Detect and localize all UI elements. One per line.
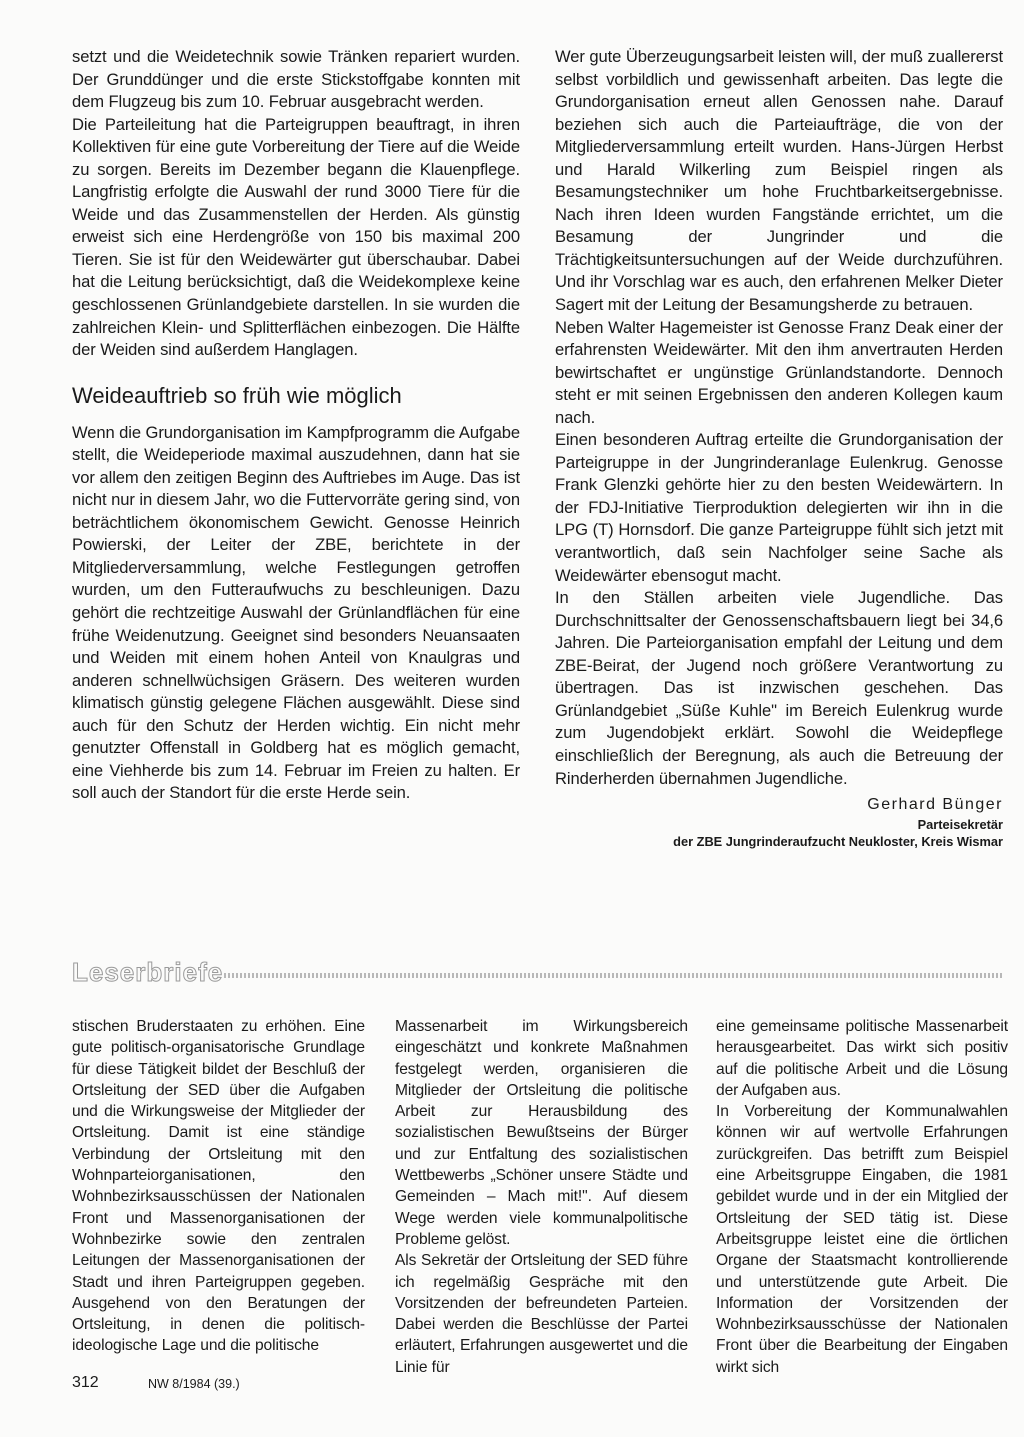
author-affiliation: der ZBE Jungrinderaufzucht Neukloster, Kreis Wismar xyxy=(673,834,1003,850)
author-name: Gerhard Bünger xyxy=(867,796,1003,814)
article-column-left xyxy=(72,46,520,805)
paragraph: Neben Walter Hagemeister ist Genosse Franz Deak einer der erfahrensten Weidewärter. Mit den ihm anvertrauten Herden bewirtschaftet er ungünstige Grünlandstandorte. Dennoch steht er mit seinen Ergebnissen den anderen Kollegen kaum nach. xyxy=(555,317,1003,427)
paragraph: Massenarbeit im Wirkungsbereich eingeschätzt und konkrete Maßnahmen festgelegt werden, organisieren die Mitglieder der Ortsleitung die politische Arbeit zur Herausbildung des sozialistischen Bewußtseins der Bürger und zur Entfaltung des sozialistischen Wettbewerbs „Schöner unsere Städte und Gemeinden – Mach mit!". Auf diesem Wege werden viele kommunalpolitische Probleme gelöst. xyxy=(395,1018,688,1248)
paragraph: In Vorbereitung der Kommunalwahlen können wir auf wertvolle Erfahrungen zurückgreifen. Das betrifft zum Beispiel eine Arbeitsgruppe Eingaben, die 1981 gebildet wurde und in der ein Mitglied der Ortsleitung der SED tätig ist. Diese Arbeitsgruppe leistet eine die örtlichen Organe der Staatsmacht kontrollierende und unterstützende gute Arbeit. Die Information der Vorsitzenden der Wohnbezirksausschüsse der Nationalen Front über die Bearbeitung der Eingaben wirkt sich xyxy=(716,1103,1008,1376)
letters-column-3 xyxy=(716,1016,1008,1378)
letters-column-1 xyxy=(72,1016,365,1357)
section-label: Leserbriefe xyxy=(72,957,224,987)
section-band xyxy=(72,956,1007,988)
paragraph: In den Ställen arbeiten viele Jugendliche. Das Durchschnittsalter der Genossenschaftsbauern liegt bei 34,6 Jahren. Die Parteiorganisation empfahl der Leitung und dem ZBE-Beirat, der Jugend noch größere Verantwortung zu übertragen. Das ist inzwischen geschehen. Das Grünlandgebiet „Süße Kuhle" im Bereich Eulenkrug wurde zum Jugendobjekt erklärt. Sowohl die Weidepflege einschließlich der Beregnung, als auch die Betreuung der Rinderherden übernahmen Jugendliche. xyxy=(555,588,1003,788)
article-column-right xyxy=(555,46,1003,850)
page-number: 312 xyxy=(72,1374,99,1391)
paragraph: eine gemeinsame politische Massenarbeit herausgearbeitet. Das wirkt sich positiv auf die politische Arbeit und die Lösung der Aufgaben aus. xyxy=(716,1018,1008,1099)
paragraph: Wenn die Grundorganisation im Kampfprogramm die Aufgabe stellt, die Weideperiode maximal auszudehnen, dann hat sie vor allem den zeitigen Beginn des Auftriebes im Auge. Das ist nicht nur in diesem Jahr, wo die Futtervorräte gering sind, von beträchtlichem ökonomischem Gewicht. Genosse Heinrich Powierski, der Leiter der ZBE, berichtete in der Mitgliederversammlung, welche Festlegungen getroffen wurden, um den Futteraufwuchs zu beschleunigen. Dazu gehört die rechtzeitige Auswahl der Grünlandflächen für eine frühe Weidenutzung. Geeignet sind besonders Neuansaaten und Weiden mit einem hohen Anteil von Knaulgras und anderen schnellwüchsigen Gräsern. Des weiteren wurden klimatisch günstig gelegene Flächen ausgewählt. Diese sind auch für den Schutz der Herden wichtig. Ein nicht mehr genutzter Offenstall in Goldberg hat es möglich gemacht, eine Viehherde bis zum 14. Februar im Freien zu halten. Er soll auch der Standort für die erste Herde sein. xyxy=(72,422,521,803)
issue-reference: NW 8/1984 (39.) xyxy=(148,1377,240,1391)
author-role: Parteisekretär xyxy=(917,817,1003,833)
paragraph: Als Sekretär der Ortsleitung der SED führe ich regelmäßig Gespräche mit den Vorsitzenden der befreundeten Parteien. Dabei werden die Beschlüsse der Partei erläutert, Erfahrungen ausgewertet und die Linie für xyxy=(395,1252,688,1376)
paragraph: stischen Bruderstaaten zu erhöhen. Eine gute politisch-organisatorische Grundlage für diese Tätigkeit bildet der Beschluß der Ortsleitung der SED über die Aufgaben und die Wirkungsweise der Mitglieder der Ortsleitung. Damit ist eine ständige Verbindung der Ortsleitung mit den Wohnparteiorganisationen, den Wohnbezirksausschüssen der Nationalen Front und Massenorganisationen der Wohnbezirke sowie den zentralen Leitungen der Massenorganisationen der Stadt und ihren Parteigruppen gegeben. Ausgehend von den Beratungen der Ortsleitung, in denen die politisch-ideologische Lage und die politische xyxy=(72,1018,365,1355)
paragraph: setzt und die Weidetechnik sowie Tränken repariert wurden. Der Grunddünger und die erste Stickstoffgabe konnten mit dem Flugzeug bis zum 10. Februar ausgebracht werden. xyxy=(72,47,520,112)
section-heading: Weideauftrieb so früh wie möglich xyxy=(72,382,402,408)
paragraph: Die Parteileitung hat die Parteigruppen beauftragt, in ihren Kollektiven für eine gute Vorbereitung der Tiere auf die Weide zu sorgen. Bereits im Dezember begann die Klauenpflege. Langfristig erfolgte die Auswahl der rund 3000 Tiere für die Weide und das Zusammenstellen der Herden. Als günstig erweist sich eine Herdengröße von 150 bis maximal 200 Tieren. Sie ist für den Weidewärter gut überschaubar. Dabei hat die Leitung berücksichtigt, daß die Weidekomplexe keine geschlossenen Grünlandgebiete darstellen. In sie wurden die zahlreichen Klein- und Splitterflächen einbezogen. Die Hälfte der Weiden sind außerdem Hanglagen. xyxy=(72,114,520,360)
section-divider xyxy=(224,973,1004,978)
paragraph: Wer gute Überzeugungsarbeit leisten will, der muß zuallererst selbst vorbildlich und gewissenhaft arbeiten. Das legte die Grundorganisation erneut allen Genossen nahe. Darauf beziehen sich auch die Parteiaufträge, die von der Mitgliederversammlung erteilt wurden. Hans-Jürgen Herbst und Harald Wilkerling zum Beispiel ringen als Besamungstechniker um hohe Fruchtbarkeitsergebnisse. Nach ihren Ideen wurden Fangstände errichtet, um die Besamung der Jungrinder und die Trächtigkeitsuntersuchungen auf der Weide durchzuführen. Und ihr Vorschlag war es auch, den erfahrenen Melker Dieter Sagert mit der Leitung der Besamungsherde zu betrauen. xyxy=(555,47,1003,315)
paragraph: Einen besonderen Auftrag erteilte die Grundorganisation der Parteigruppe in der Jungrinderanlage Eulenkrug. Genosse Frank Glenzki gehörte hier zu den besten Weidewärtern. In der FDJ-Initiative Tierproduktion delegierten wir ihn in die LPG (T) Hornsdorf. Die ganze Parteigruppe fühlt sich jetzt mit verantwortlich, daß sein Nachfolger seine Sache als Weidewärter ebensogut macht. xyxy=(555,430,1003,585)
letters-column-2 xyxy=(395,1016,688,1378)
